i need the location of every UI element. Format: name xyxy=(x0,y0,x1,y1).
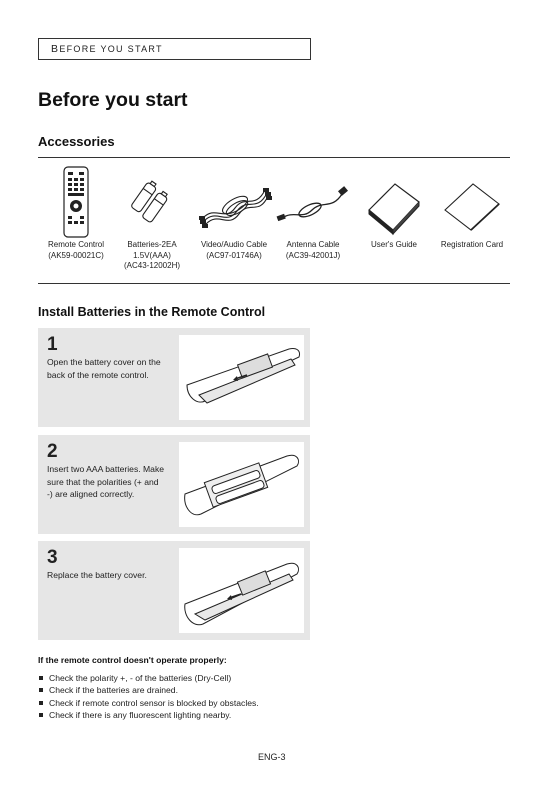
remote-open-cover-icon xyxy=(179,335,304,420)
step-text: Open the battery cover on the back of the remote control. xyxy=(47,357,161,380)
accessory-caption-line: 1.5V(AAA) xyxy=(133,250,171,260)
list-item: Check if the batteries are drained. xyxy=(38,684,259,696)
accessory-caption-line: Batteries-2EA xyxy=(127,240,177,249)
accessories-bottom-rule xyxy=(38,283,510,284)
section-header-box xyxy=(38,38,311,60)
accessory-caption-line: Remote Control xyxy=(47,240,105,249)
install-heading: Install Batteries in the Remote Control xyxy=(38,305,266,319)
accessory-caption-line: Registration Card xyxy=(440,240,504,249)
troubleshoot-list xyxy=(38,672,259,722)
install-step-1 xyxy=(38,328,310,427)
remote-replace-cover-icon xyxy=(179,548,304,633)
accessory-registration-card xyxy=(433,160,511,251)
page-title: Before you start xyxy=(38,89,188,111)
step-number: 1 xyxy=(47,334,58,355)
accessories-top-rule xyxy=(38,157,510,158)
accessory-caption-line: (AC97-01746A) xyxy=(206,250,262,260)
list-item: Check if there is any fluorescent lighting nearby. xyxy=(38,709,259,721)
install-step-3 xyxy=(38,541,310,640)
accessory-caption-line: User's Guide xyxy=(371,240,417,249)
list-item: Check the polarity +, - of the batteries (Dry-Cell) xyxy=(38,672,259,684)
registration-card-icon xyxy=(433,160,511,240)
accessory-caption-line: Video/Audio Cable xyxy=(200,240,268,249)
remote-control-icon xyxy=(37,160,115,240)
users-guide-icon xyxy=(355,160,433,240)
header-initial: B xyxy=(51,43,60,55)
accessory-av-cable xyxy=(195,160,273,261)
header-rest: EFORE YOU START xyxy=(59,44,163,54)
accessory-batteries xyxy=(113,160,191,272)
page-number: ENG-3 xyxy=(258,752,286,762)
accessory-antenna-cable xyxy=(274,160,352,261)
install-step-2 xyxy=(38,435,310,534)
step-text: Insert two AAA batteries. Make sure that the polarities (+ and -) are aligned correctly. xyxy=(47,464,165,499)
step-number: 3 xyxy=(47,547,58,568)
video-audio-cable-icon xyxy=(195,160,273,240)
accessory-users-guide xyxy=(355,160,433,251)
antenna-cable-icon xyxy=(274,160,352,240)
step-number: 2 xyxy=(47,441,58,462)
remote-insert-batteries-icon xyxy=(179,442,304,527)
accessory-remote xyxy=(37,160,115,261)
accessories-heading: Accessories xyxy=(38,134,115,149)
list-item: Check if remote control sensor is blocked by obstacles. xyxy=(38,697,259,709)
accessory-caption-line: (AK59-00021C) xyxy=(48,250,104,260)
accessory-caption-line: (AC39-42001J) xyxy=(285,250,341,260)
accessory-caption-line: (AC43-12002H) xyxy=(123,261,181,270)
accessory-caption-line: Antenna Cable xyxy=(286,240,340,249)
troubleshoot-heading: If the remote control doesn't operate properly: xyxy=(38,655,227,665)
batteries-icon xyxy=(113,160,191,240)
step-text: Replace the battery cover. xyxy=(47,570,147,580)
